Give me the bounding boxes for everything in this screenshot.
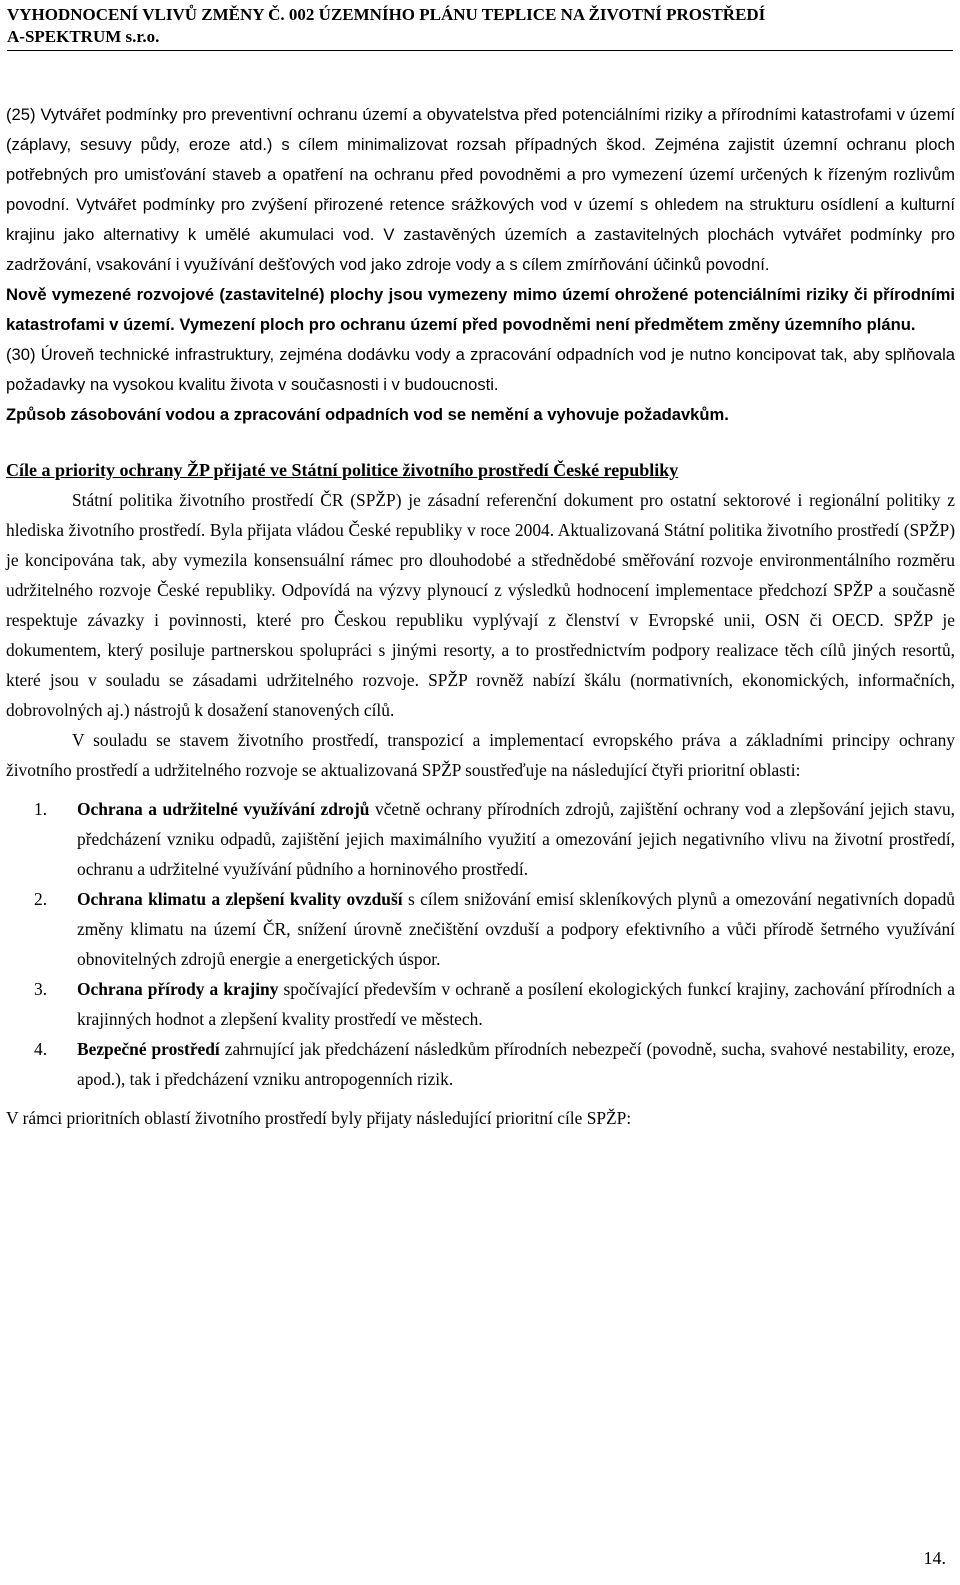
list-item-lead: Ochrana klimatu a zlepšení kvality ovzduší	[77, 889, 403, 909]
page-content	[6, 100, 955, 1133]
list-item	[6, 794, 955, 884]
paragraph-25	[6, 100, 955, 280]
closing-paragraph: V rámci prioritních oblastí životního prostředí byly přijaty následující prioritní cíle SPŽP:	[6, 1108, 632, 1128]
list-item-text	[77, 884, 955, 974]
list-item-number: 3.	[34, 979, 48, 999]
list-item-text	[77, 794, 955, 884]
list-item-rest: spočívající především v ochraně a posílení ekologických funkcí krajiny, zachování přírodních a krajinných hodnot a zlepšení kvality prostředí ve městech.	[77, 979, 955, 1029]
list-item-rest: zahrnující jak předcházení následkům přírodních nebezpečí (povodně, sucha, svahové nestability, eroze, apod.), tak i předcházení vzniku antropogenních rizik.	[77, 1039, 955, 1089]
section-paragraph-1: Státní politika životního prostředí ČR (SPŽP) je zásadní referenční dokument pro ostatní sektorové i regionální politiky z hlediska životního prostředí. Byla přijata vládou České republiky v roce 2004. Aktualizovaná Státní politika životního prostředí (SPŽP) je koncipována tak, aby vymezila konsensuální rámec pro dlouhodobé a střednědobé směřování rozvoje environmentálního rozměru udržitelného rozvoje České republiky. Odpovídá na výzvy plynoucí z výsledků hodnocení implementace předchozí SPŽP a současně respektuje závazky i povinnosti, které pro Českou republiku vyplývají z členství v Evropské unii, OSN či OECD. SPŽP je dokumentem, který posiluje partnerskou spolupráci s jinými resorty, a to prostřednictvím podpory realizace těch cílů jiných resortů, které jsou v souladu se zásadami udržitelného rozvoje. SPŽP rovněž nabízí škálu (normativních, ekonomických, informačních, dobrovolných aj.) nástrojů k dosažení stanovených cílů.	[6, 490, 955, 720]
bold-statement-2: Způsob zásobování vodou a zpracování odpadních vod se nemění a vyhovuje požadavkům.	[6, 405, 729, 424]
section-paragraph-2: V souladu se stavem životního prostředí, transpozicí a implementací evropského práva a základními principy ochrany životního prostředí a udržitelného rozvoje se aktualizovaná SPŽP soustřeďuje na následující čtyři prioritní oblasti:	[6, 730, 955, 780]
list-item-lead: Ochrana přírody a krajiny	[77, 979, 279, 999]
list-item-rest: s cílem snižování emisí skleníkových plynů a omezování negativních dopadů změny klimatu na území ČR, snížení úrovně znečištění ovzduší a podpory efektivního a vůči přírodě šetrného využívání obnovitelných zdrojů energie a energetických úspor.	[77, 889, 955, 969]
paragraph-25-part-c: V zastavěných územích a zastavitelných plochách vytvářet podmínky pro zadržování, vsakování i využívání dešťových vod jako zdroje vody a s cílem zmírňování účinků povodní.	[6, 225, 955, 274]
list-item-text	[77, 974, 955, 1034]
header-divider	[7, 50, 953, 51]
section-heading: Cíle a priority ochrany ŽP přijaté ve Státní politice životního prostředí České republiky	[6, 460, 679, 480]
priority-list	[6, 794, 955, 1094]
bold-statement: Nově vymezené rozvojové (zastavitelné) plochy jsou vymezeny mimo území ohrožené potenciálními riziky či přírodními katastrofami v území. Vymezení ploch pro ochranu území před povodněmi není předmětem změny územního plánu.	[6, 285, 955, 334]
company-name: A-SPEKTRUM s.r.o.	[7, 27, 160, 46]
page-header	[7, 4, 953, 51]
paragraph-30: (30) Úroveň technické infrastruktury, zejména dodávku vody a zpracování odpadních vod je nutno koncipovat tak, aby splňovala požadavky na vysokou kvalitu života v současnosti i v budoucnosti.	[6, 345, 955, 394]
list-item-rest: včetně ochrany přírodních zdrojů, zajištění ochrany vod a zlepšování jejich stavu, předcházení vzniku odpadů, zajištění jejich maximálního využití a omezování jejich negativního vlivu na životní prostředí, ochranu a udržitelné využívání půdního a horninového prostředí.	[77, 799, 955, 879]
list-item-lead: Bezpečné prostředí	[77, 1039, 220, 1059]
paragraph-25-part-b: Vytvářet podmínky pro zvýšení přirozené retence srážkových vod v území s ohledem na strukturu osídlení a kulturní krajinu jako alternativy k umělé akumulaci vod.	[6, 195, 955, 244]
spacer	[6, 430, 955, 455]
list-item-number: 4.	[34, 1039, 48, 1059]
list-item	[6, 884, 955, 974]
list-item-text	[77, 1034, 955, 1094]
document-title: VYHODNOCENÍ VLIVŮ ZMĚNY Č. 002 ÚZEMNÍHO PLÁNU TEPLICE NA ŽIVOTNÍ PROSTŘEDÍ	[7, 5, 766, 24]
closing-spacer	[6, 1094, 955, 1103]
page-number: 14.	[923, 1548, 946, 1568]
paragraph-25-part-a: (25) Vytvářet podmínky pro preventivní ochranu území a obyvatelstva před potenciálními riziky a přírodními katastrofami v území (záplavy, sesuvy půdy, eroze atd.) s cílem minimalizovat rozsah případných škod. Zejména zajistit územní ochranu ploch potřebných pro umisťování staveb a opatření na ochranu před povodněmi a pro vymezení území určených k řízeným rozlivům povodní.	[6, 105, 955, 214]
list-spacer	[6, 785, 955, 794]
list-item-number: 1.	[34, 799, 48, 819]
list-item	[6, 1034, 955, 1094]
list-item-number: 2.	[34, 889, 48, 909]
list-item-lead: Ochrana a udržitelné využívání zdrojů	[77, 799, 370, 819]
list-item	[6, 974, 955, 1034]
